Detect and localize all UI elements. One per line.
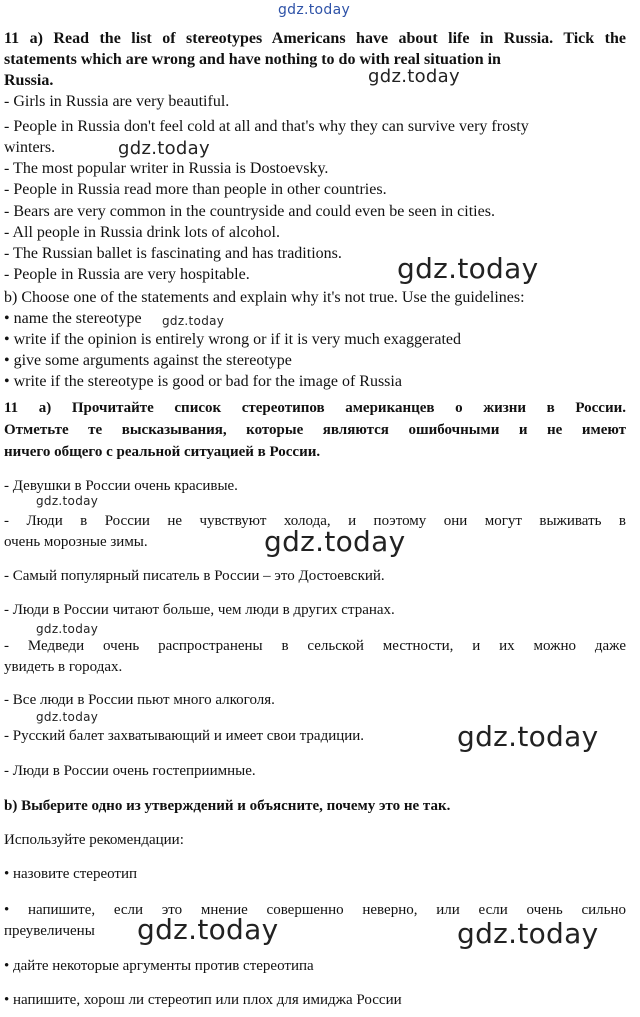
ru-guideline-2-cont: преувеличены xyxy=(4,923,95,939)
ru-item-6: - Все люди в России пьют много алкоголя. xyxy=(4,692,275,708)
ru-item-1: - Девушки в России очень красивые. xyxy=(4,478,238,494)
watermark: gdz.today xyxy=(457,720,599,753)
ru-item-8: - Люди в России очень гостеприимные. xyxy=(4,763,256,779)
en-item-2: - People in Russia don't feel cold at all and that's why they can survive very frosty xyxy=(4,118,529,135)
en-heading-line-1: 11 a) Read the list of stereotypes Americans have about life in Russia. Tick the xyxy=(4,30,626,47)
watermark: gdz.today xyxy=(118,138,210,159)
en-part-b: b) Choose one of the statements and explain why it's not true. Use the guidelines: xyxy=(4,289,525,306)
ru-item-3: - Самый популярный писатель в России – это Достоевский. xyxy=(4,568,385,584)
en-guideline-2: • write if the opinion is entirely wrong or if it is very much exaggerated xyxy=(4,331,462,348)
en-item-6: - All people in Russia drink lots of alcohol. xyxy=(4,224,280,241)
en-item-7: - The Russian ballet is fascinating and has traditions. xyxy=(4,245,342,262)
ru-item-2-cont: очень морозные зимы. xyxy=(4,534,148,550)
ru-item-4: - Люди в России читают больше, чем люди в других странах. xyxy=(4,602,395,618)
watermark: gdz.today xyxy=(36,494,99,508)
en-item-4: - People in Russia read more than people in other countries. xyxy=(4,181,387,198)
watermark: gdz.today xyxy=(457,917,599,950)
ru-guideline-4: • напишите, хорош ли стереотип или плох для имиджа России xyxy=(4,992,402,1008)
en-heading-line-2: statements which are wrong and have nothing to do with real situation in xyxy=(4,51,501,68)
ru-heading-line-3: ничего общего с реальной ситуацией в России. xyxy=(4,444,321,460)
en-guideline-3: • give some arguments against the stereotype xyxy=(4,352,292,369)
ru-item-7: - Русский балет захватывающий и имеет свои традиции. xyxy=(4,728,365,744)
watermark: gdz.today xyxy=(36,622,99,636)
watermark: gdz.today xyxy=(264,525,406,558)
ru-guideline-1: • назовите стереотип xyxy=(4,866,138,882)
ru-heading-line-1: 11 а) Прочитайте список стереотипов американцев о жизни в России. xyxy=(4,400,626,416)
en-heading-line-3: Russia. xyxy=(4,72,54,89)
watermark: gdz.today xyxy=(397,252,539,285)
ru-guideline-3: • дайте некоторые аргументы против стереотипа xyxy=(4,958,314,974)
ru-item-2: - Люди в России не чувствуют холода, и поэтому они могут выживать в xyxy=(4,513,626,529)
en-item-8: - People in Russia are very hospitable. xyxy=(4,266,250,283)
en-item-1: - Girls in Russia are very beautiful. xyxy=(4,93,230,110)
watermark: gdz.today xyxy=(162,314,225,328)
ru-recommendations-label: Используйте рекомендации: xyxy=(4,832,184,848)
en-item-2-cont: winters. xyxy=(4,139,56,156)
watermark: gdz.today xyxy=(36,710,99,724)
ru-guideline-2: • напишите, если это мнение совершенно неверно, или если очень сильно xyxy=(4,902,626,918)
ru-heading-line-2: Отметьте те высказывания, которые являются ошибочными и не имеют xyxy=(4,422,626,438)
watermark: gdz.today xyxy=(137,913,279,946)
watermark-top: gdz.today xyxy=(278,2,351,18)
en-guideline-4: • write if the stereotype is good or bad for the image of Russia xyxy=(4,373,402,390)
en-guideline-1: • name the stereotype xyxy=(4,310,142,327)
en-item-3: - The most popular writer in Russia is Dostoevsky. xyxy=(4,160,329,177)
ru-part-b: b) Выберите одно из утверждений и объясните, почему это не так. xyxy=(4,798,451,814)
ru-item-5: - Медведи очень распространены в сельской местности, и их можно даже xyxy=(4,638,626,654)
ru-item-5-cont: увидеть в городах. xyxy=(4,659,123,675)
en-item-5: - Bears are very common in the countryside and could even be seen in cities. xyxy=(4,203,495,220)
watermark: gdz.today xyxy=(368,66,460,87)
